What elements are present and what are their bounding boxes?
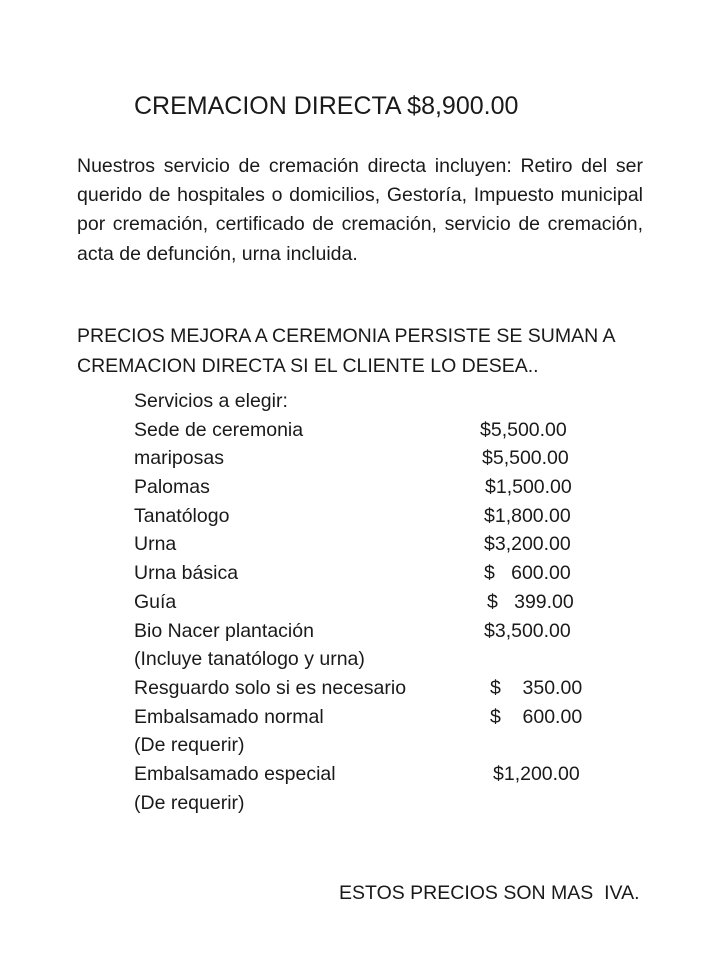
service-label: Sede de ceremonia — [134, 418, 304, 441]
service-item — [134, 530, 654, 559]
service-label: Urna — [134, 533, 177, 556]
service-label: Palomas — [134, 476, 210, 499]
upgrade-note — [77, 322, 677, 381]
service-item — [134, 416, 654, 445]
service-price: $ 350.00 — [490, 676, 583, 699]
service-item — [134, 559, 654, 588]
service-price: $5,500.00 — [480, 418, 567, 441]
service-label: mariposas — [134, 447, 224, 470]
service-item — [134, 444, 654, 473]
service-price: $ 600.00 — [490, 705, 583, 728]
service-label: (De requerir) — [134, 791, 245, 814]
service-item — [134, 731, 654, 760]
service-label: Tanatólogo — [134, 504, 230, 527]
service-price: $1,800.00 — [484, 504, 571, 527]
service-price: $1,500.00 — [485, 476, 572, 499]
tax-note: ESTOS PRECIOS SON MAS IVA. — [339, 882, 640, 904]
intro-paragraph: Nuestros servicio de cremación directa incluyen: Retiro del ser querido de hospitales o domicilios, Gestoría, Impuesto municipal por cremación, certificado de cremación, servicio de cremación, acta de defunción, urna incluida. — [77, 155, 643, 265]
page-title: CREMACION DIRECTA $8,900.00 — [134, 92, 519, 120]
service-label: (Incluye tanatólogo y urna) — [134, 648, 365, 671]
upgrade-note-line: PRECIOS MEJORA A CEREMONIA PERSISTE SE SUMAN A — [77, 325, 616, 347]
service-item — [134, 789, 654, 818]
service-item — [134, 588, 654, 617]
service-label: Guía — [134, 590, 177, 613]
service-label: Embalsamado especial — [134, 762, 336, 785]
services-heading: Servicios a elegir: — [134, 390, 288, 412]
service-label: Urna básica — [134, 562, 239, 585]
service-item — [134, 674, 654, 703]
service-price: $5,500.00 — [482, 447, 569, 470]
service-label: (De requerir) — [134, 734, 245, 757]
service-label: Embalsamado normal — [134, 705, 324, 728]
service-item — [134, 645, 654, 674]
service-label: Resguardo solo si es necesario — [134, 676, 407, 699]
service-price: $ 600.00 — [484, 562, 571, 585]
service-item — [134, 703, 654, 732]
upgrade-note-line: CREMACION DIRECTA SI EL CLIENTE LO DESEA.. — [77, 354, 539, 377]
service-item — [134, 760, 654, 789]
service-price: $3,200.00 — [484, 533, 571, 556]
services-list — [134, 387, 654, 817]
service-price: $ 399.00 — [487, 590, 574, 613]
service-price: $1,200.00 — [493, 762, 580, 785]
service-item — [134, 502, 654, 531]
service-price: $3,500.00 — [484, 619, 571, 642]
service-label: Bio Nacer plantación — [134, 619, 314, 642]
service-item — [134, 473, 654, 502]
service-item — [134, 617, 654, 646]
